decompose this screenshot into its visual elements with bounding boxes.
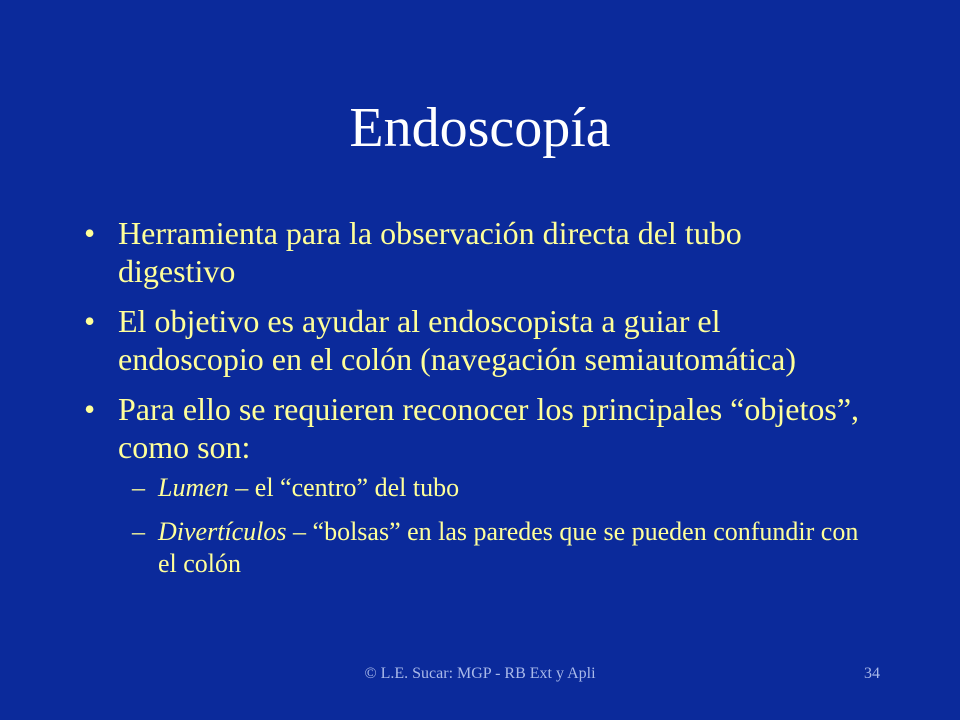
sub-bullet-item	[118, 472, 864, 504]
bullet-marker: •	[84, 303, 96, 339]
slide-title: Endoscopía	[349, 97, 611, 159]
bullet-text: Herramienta para la observación directa del tubo digestivo	[118, 215, 742, 289]
sub-bullet-dash: –	[132, 517, 145, 546]
bullet-text: Para ello se requieren reconocer los principales “objetos”, como son:	[118, 391, 860, 465]
footer-copyright: © L.E. Sucar: MGP - RB Ext y Apli	[364, 665, 596, 682]
sub-bullet-text: – “bolsas” en las paredes que se pueden confundir con el colón	[158, 517, 859, 578]
bullet-item	[84, 390, 864, 580]
bullet-item	[84, 302, 864, 378]
sub-bullet-list	[118, 472, 864, 580]
sub-bullet-term: Divertículos	[158, 517, 287, 546]
sub-bullet-item	[118, 516, 864, 580]
bullet-item	[84, 214, 864, 290]
bullet-list	[84, 214, 864, 592]
sub-bullet-text: – el “centro” del tubo	[228, 473, 460, 502]
sub-bullet-dash: –	[132, 473, 145, 502]
bullet-text: El objetivo es ayudar al endoscopista a guiar el endoscopio en el colón (navegación semiautomática)	[118, 303, 796, 377]
footer-page-number: 34	[864, 665, 880, 682]
sub-bullet-term: Lumen	[158, 473, 229, 502]
bullet-marker: •	[84, 215, 96, 251]
bullet-marker: •	[84, 391, 96, 427]
